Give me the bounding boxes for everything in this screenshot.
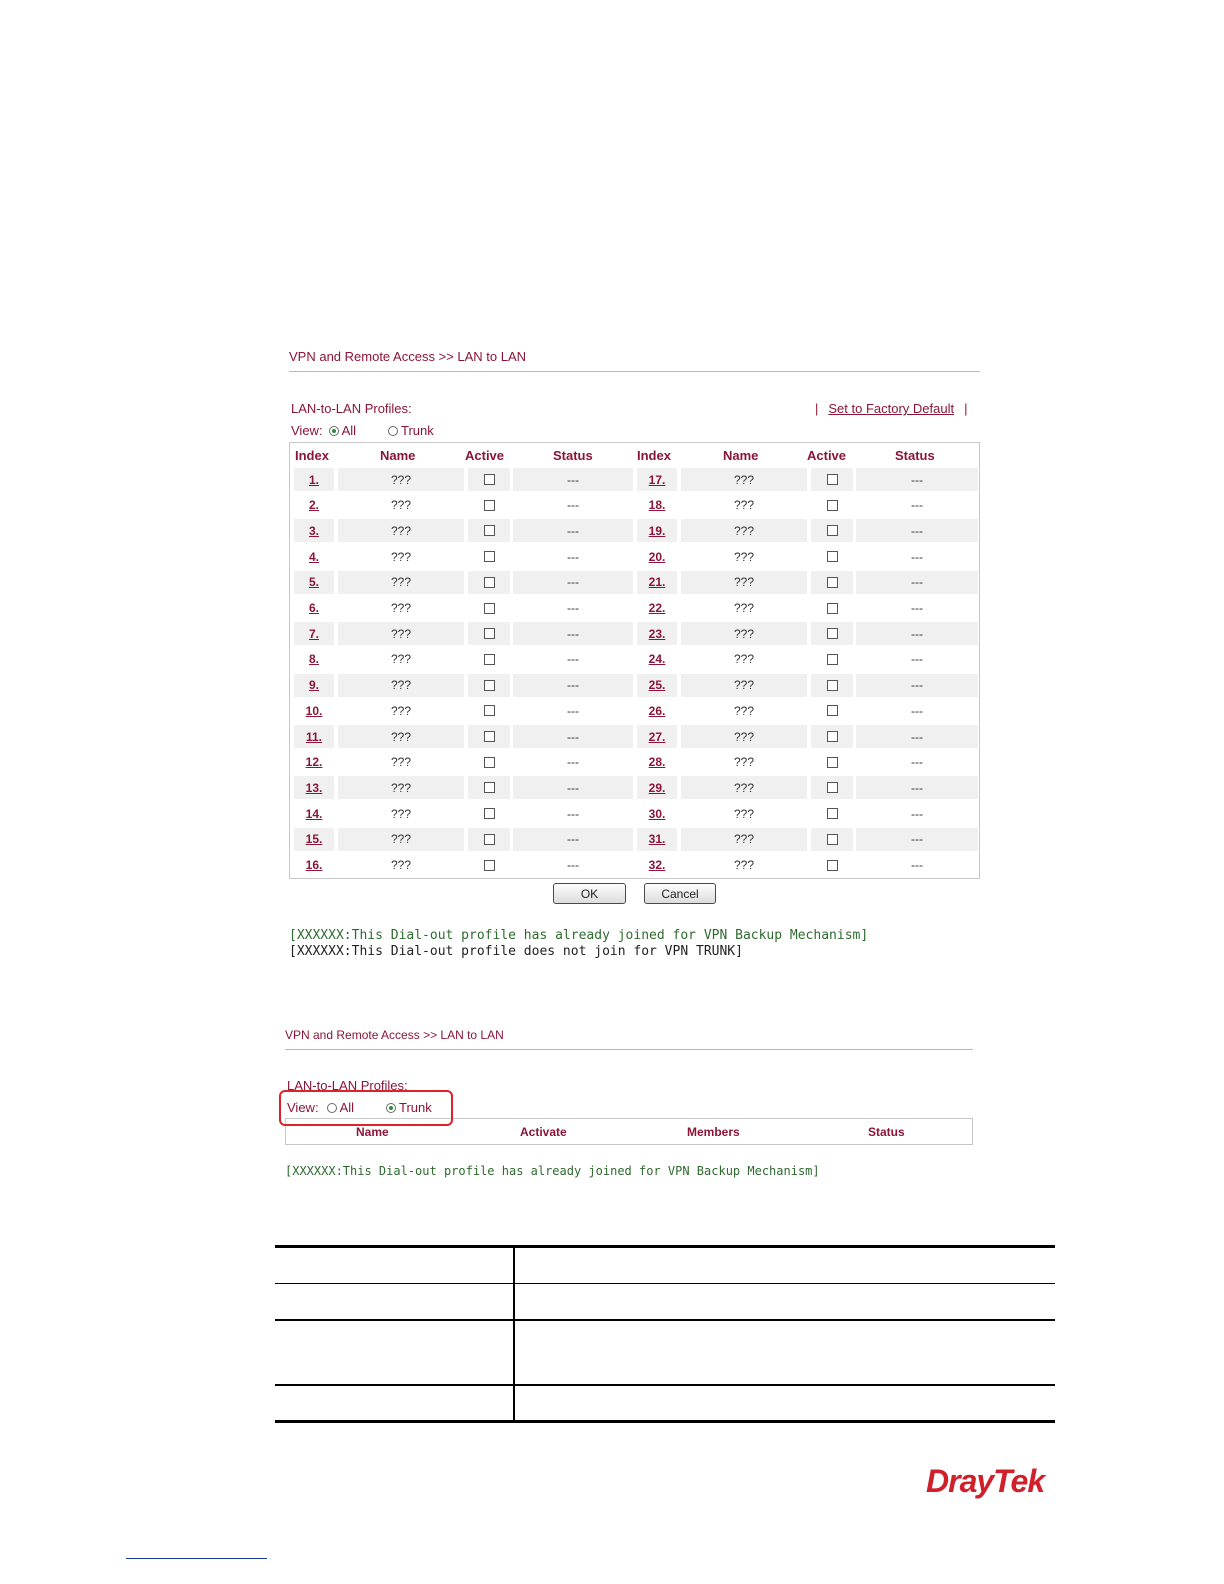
profile-index-link[interactable]: 27. <box>648 729 666 744</box>
active-cell <box>811 802 853 825</box>
active-checkbox[interactable] <box>827 834 838 845</box>
profile-status: --- <box>567 498 579 513</box>
breadcrumb: VPN and Remote Access >> LAN to LAN <box>285 1028 504 1042</box>
profile-name: ??? <box>681 828 807 851</box>
active-checkbox[interactable] <box>827 500 838 511</box>
profile-index-link[interactable]: 22. <box>648 601 666 615</box>
profile-index-link[interactable]: 18. <box>648 498 666 513</box>
profile-name: ??? <box>733 652 755 667</box>
active-checkbox[interactable] <box>827 577 838 588</box>
table-row-divider <box>275 1283 1055 1284</box>
profile-status: --- <box>856 468 978 491</box>
profile-index-link[interactable]: 19. <box>648 523 666 538</box>
index-cell <box>637 776 677 799</box>
profile-index-link[interactable]: 5. <box>308 575 319 590</box>
table-row <box>294 468 978 491</box>
active-checkbox[interactable] <box>484 628 495 639</box>
profiles-label: LAN-to-LAN Profiles: <box>291 401 412 416</box>
active-cell <box>811 571 853 594</box>
index-cell <box>637 494 677 517</box>
profile-name: ??? <box>338 571 464 594</box>
profile-status: --- <box>911 652 923 667</box>
profile-index-link[interactable]: 28. <box>648 755 666 770</box>
trunk-note: [XXXXXX:This Dial-out profile does not join for VPN TRUNK] <box>289 944 743 959</box>
active-checkbox[interactable] <box>484 525 495 536</box>
table-row <box>294 648 978 671</box>
profile-index-link[interactable]: 6. <box>308 601 319 615</box>
active-checkbox[interactable] <box>827 525 838 536</box>
profile-name: ??? <box>390 652 412 667</box>
profile-name: ??? <box>390 858 412 872</box>
index-cell <box>294 776 334 799</box>
active-cell <box>811 776 853 799</box>
view-trunk-label: Trunk <box>401 423 434 438</box>
active-cell <box>468 468 510 491</box>
profile-name: ??? <box>681 725 807 748</box>
table-bottom-rule <box>275 1420 1055 1423</box>
active-checkbox[interactable] <box>827 731 838 742</box>
profile-status: --- <box>567 703 579 718</box>
profile-name: ??? <box>733 806 755 821</box>
index-cell <box>637 725 677 748</box>
profile-name: ??? <box>681 776 807 799</box>
active-cell <box>811 648 853 671</box>
column-header: Status <box>553 448 593 463</box>
profile-status: --- <box>513 725 633 748</box>
profile-index-link[interactable]: 13. <box>305 780 323 795</box>
active-cell <box>811 828 853 851</box>
profile-name: ??? <box>733 755 755 770</box>
active-checkbox[interactable] <box>484 603 495 614</box>
profile-status: --- <box>911 703 923 718</box>
table-row <box>294 519 978 542</box>
table-row <box>294 494 978 517</box>
profile-name: ??? <box>338 468 464 491</box>
table-row-divider <box>275 1319 1055 1321</box>
table-row <box>294 725 978 748</box>
active-cell <box>468 648 510 671</box>
table-row <box>294 597 978 620</box>
table-row <box>294 751 978 774</box>
active-cell <box>811 725 853 748</box>
index-cell <box>637 751 677 774</box>
view-label: View: <box>291 423 323 438</box>
table-row <box>294 854 978 877</box>
table-row <box>294 571 978 594</box>
backup-note: [XXXXXX:This Dial-out profile has already joined for VPN Backup Mechanism] <box>289 928 869 943</box>
active-checkbox[interactable] <box>827 603 838 614</box>
active-checkbox[interactable] <box>484 834 495 845</box>
set-to-factory-default-link[interactable]: Set to Factory Default <box>828 401 955 416</box>
profile-status: --- <box>567 549 579 564</box>
profile-status: --- <box>567 858 579 872</box>
profile-status: --- <box>567 652 579 667</box>
active-checkbox[interactable] <box>484 705 495 716</box>
active-checkbox[interactable] <box>484 680 495 691</box>
active-cell <box>811 751 853 774</box>
profiles-table <box>289 442 980 879</box>
active-cell <box>468 494 510 517</box>
index-cell <box>637 468 677 491</box>
backup-note: [XXXXXX:This Dial-out profile has already joined for VPN Backup Mechanism] <box>285 1164 820 1178</box>
view-trunk-label: Trunk <box>399 1100 432 1115</box>
profile-name: ??? <box>681 571 807 594</box>
index-cell <box>294 571 334 594</box>
profile-name: ??? <box>733 601 755 615</box>
separator: | <box>815 401 819 416</box>
active-checkbox[interactable] <box>827 680 838 691</box>
column-header: Active <box>465 448 505 463</box>
profile-name: ??? <box>733 549 755 564</box>
active-cell <box>468 519 510 542</box>
active-checkbox[interactable] <box>827 808 838 819</box>
active-checkbox[interactable] <box>827 551 838 562</box>
column-header: Index <box>295 448 329 463</box>
active-cell <box>468 751 510 774</box>
profile-index-link[interactable]: 11. <box>305 729 323 744</box>
profile-index-link[interactable]: 32. <box>648 858 666 872</box>
active-cell <box>468 597 510 620</box>
profile-status: --- <box>513 519 633 542</box>
active-checkbox[interactable] <box>827 628 838 639</box>
active-cell <box>811 545 853 568</box>
index-cell <box>637 597 677 620</box>
profile-index-link[interactable]: 25. <box>648 678 666 693</box>
view-all-label: All <box>341 423 357 438</box>
table-column-divider <box>513 1245 515 1423</box>
active-cell <box>468 725 510 748</box>
profile-status: --- <box>856 828 978 851</box>
profile-index-link[interactable]: 26. <box>648 703 666 718</box>
index-cell <box>637 571 677 594</box>
index-cell <box>294 622 334 645</box>
breadcrumb-divider <box>285 1049 973 1050</box>
table-row <box>294 545 978 568</box>
active-cell <box>811 674 853 697</box>
column-header: Name <box>380 448 416 463</box>
profile-index-link[interactable]: 12. <box>305 755 323 770</box>
profile-status: --- <box>567 601 579 615</box>
profile-name: ??? <box>390 498 412 513</box>
active-checkbox[interactable] <box>827 474 838 485</box>
view-trunk-radio[interactable] <box>388 426 398 436</box>
active-checkbox[interactable] <box>484 860 495 871</box>
profile-index-link[interactable]: 9. <box>308 678 319 693</box>
profile-status: --- <box>911 549 923 564</box>
active-cell <box>468 571 510 594</box>
view-highlight-box <box>279 1090 453 1126</box>
index-cell <box>294 802 334 825</box>
profile-name: ??? <box>390 703 412 718</box>
breadcrumb: VPN and Remote Access >> LAN to LAN <box>289 349 527 364</box>
index-cell <box>637 854 677 877</box>
active-checkbox[interactable] <box>484 654 495 665</box>
index-cell <box>294 854 334 877</box>
index-cell <box>294 597 334 620</box>
profile-status: --- <box>856 776 978 799</box>
active-cell <box>811 519 853 542</box>
active-cell <box>811 699 853 722</box>
table-row <box>294 828 978 851</box>
active-checkbox[interactable] <box>484 782 495 793</box>
index-cell <box>294 674 334 697</box>
profile-status: --- <box>911 755 923 770</box>
profile-index-link[interactable]: 16. <box>305 858 323 872</box>
active-cell <box>468 674 510 697</box>
column-header: Members <box>687 1125 740 1139</box>
profile-status: --- <box>856 519 978 542</box>
index-cell <box>637 648 677 671</box>
active-cell <box>468 699 510 722</box>
profile-name: ??? <box>338 674 464 697</box>
index-cell <box>637 802 677 825</box>
active-cell <box>468 776 510 799</box>
profile-index-link[interactable]: 29. <box>648 780 666 795</box>
profile-name: ??? <box>338 828 464 851</box>
active-checkbox[interactable] <box>484 757 495 768</box>
active-cell <box>468 802 510 825</box>
profile-name: ??? <box>733 498 755 513</box>
profile-index-link[interactable]: 3. <box>308 523 319 538</box>
profile-status: --- <box>856 725 978 748</box>
profile-index-link[interactable]: 14. <box>305 806 323 821</box>
profile-name: ??? <box>390 806 412 821</box>
active-checkbox[interactable] <box>827 654 838 665</box>
profile-index-link[interactable]: 10. <box>305 703 323 718</box>
profile-index-link[interactable]: 24. <box>648 652 666 667</box>
profile-status: --- <box>513 828 633 851</box>
table-row <box>294 699 978 722</box>
column-header: Activate <box>520 1125 567 1139</box>
index-cell <box>637 674 677 697</box>
column-header: Name <box>723 448 759 463</box>
index-cell <box>294 648 334 671</box>
profile-name: ??? <box>733 703 755 718</box>
profile-name: ??? <box>681 674 807 697</box>
column-header: Name <box>356 1125 389 1139</box>
profile-name: ??? <box>733 858 755 872</box>
table-top-rule <box>275 1245 1055 1248</box>
profiles-label: LAN-to-LAN Profiles: <box>287 1078 408 1093</box>
profile-status: --- <box>513 622 633 645</box>
active-checkbox[interactable] <box>484 808 495 819</box>
active-cell <box>468 545 510 568</box>
index-cell <box>637 622 677 645</box>
table-row <box>294 674 978 697</box>
view-selector <box>291 423 434 438</box>
active-checkbox[interactable] <box>484 551 495 562</box>
profile-index-link[interactable]: 31. <box>648 832 666 847</box>
profile-status: --- <box>567 755 579 770</box>
breadcrumb-divider <box>289 371 980 372</box>
profile-name: ??? <box>338 776 464 799</box>
table-row <box>294 622 978 645</box>
active-cell <box>811 854 853 877</box>
profile-status: --- <box>513 674 633 697</box>
description-table <box>275 1245 1055 1425</box>
active-cell <box>811 494 853 517</box>
profile-index-link[interactable]: 30. <box>648 806 666 821</box>
cancel-button[interactable]: Cancel <box>644 883 716 904</box>
index-cell <box>637 519 677 542</box>
profile-status: --- <box>567 806 579 821</box>
profile-status: --- <box>513 776 633 799</box>
profile-status: --- <box>856 571 978 594</box>
active-checkbox[interactable] <box>827 860 838 871</box>
active-checkbox[interactable] <box>484 731 495 742</box>
profile-index-link[interactable]: 23. <box>648 626 666 641</box>
column-header: Status <box>868 1125 905 1139</box>
profile-index-link[interactable]: 1. <box>308 472 319 487</box>
view-all-label: All <box>339 1100 355 1115</box>
profile-name: ??? <box>390 549 412 564</box>
index-cell <box>294 545 334 568</box>
index-cell <box>294 468 334 491</box>
index-cell <box>294 828 334 851</box>
profile-index-link[interactable]: 21. <box>648 575 666 590</box>
table-row-divider <box>275 1384 1055 1386</box>
profile-status: --- <box>911 601 923 615</box>
active-cell <box>811 622 853 645</box>
profile-name: ??? <box>681 519 807 542</box>
index-cell <box>294 699 334 722</box>
profile-index-link[interactable]: 20. <box>648 549 666 564</box>
profile-status: --- <box>911 806 923 821</box>
ok-button[interactable]: OK <box>553 883 626 904</box>
active-checkbox[interactable] <box>827 757 838 768</box>
index-cell <box>637 699 677 722</box>
profile-name: ??? <box>338 622 464 645</box>
view-all-radio[interactable] <box>329 426 339 436</box>
profile-name: ??? <box>390 601 412 615</box>
profile-name: ??? <box>681 468 807 491</box>
profile-index-link[interactable]: 17. <box>648 472 666 487</box>
draytek-logo: DrayTek <box>926 1463 1045 1499</box>
active-checkbox[interactable] <box>827 705 838 716</box>
profile-status: --- <box>513 468 633 491</box>
active-checkbox[interactable] <box>484 577 495 588</box>
active-cell <box>811 468 853 491</box>
index-cell <box>294 751 334 774</box>
index-cell <box>294 725 334 748</box>
active-cell <box>468 854 510 877</box>
profile-index-link[interactable]: 7. <box>308 626 319 641</box>
separator: | <box>964 401 968 416</box>
profile-index-link[interactable]: 4. <box>308 549 319 564</box>
active-checkbox[interactable] <box>484 500 495 511</box>
active-cell <box>468 828 510 851</box>
profile-name: ??? <box>338 725 464 748</box>
factory-default-bar <box>815 401 968 416</box>
profile-status: --- <box>911 858 923 872</box>
index-cell <box>294 519 334 542</box>
index-cell <box>294 494 334 517</box>
table-row <box>294 776 978 799</box>
column-header: Status <box>895 448 935 463</box>
profile-status: --- <box>911 498 923 513</box>
view-label: View: <box>287 1100 319 1115</box>
profile-index-link[interactable]: 2. <box>308 498 319 513</box>
index-cell <box>637 545 677 568</box>
profile-name: ??? <box>681 622 807 645</box>
footer-rule <box>126 1558 267 1559</box>
profile-status: --- <box>856 674 978 697</box>
profile-name: ??? <box>390 755 412 770</box>
column-header: Index <box>637 448 671 463</box>
profile-index-link[interactable]: 8. <box>308 652 319 667</box>
active-checkbox[interactable] <box>484 474 495 485</box>
table-row <box>294 802 978 825</box>
column-header: Active <box>807 448 847 463</box>
profile-status: --- <box>856 622 978 645</box>
index-cell <box>637 828 677 851</box>
profile-index-link[interactable]: 15. <box>305 832 323 847</box>
profile-status: --- <box>513 571 633 594</box>
active-cell <box>468 622 510 645</box>
active-cell <box>811 597 853 620</box>
profile-name: ??? <box>338 519 464 542</box>
active-checkbox[interactable] <box>827 782 838 793</box>
